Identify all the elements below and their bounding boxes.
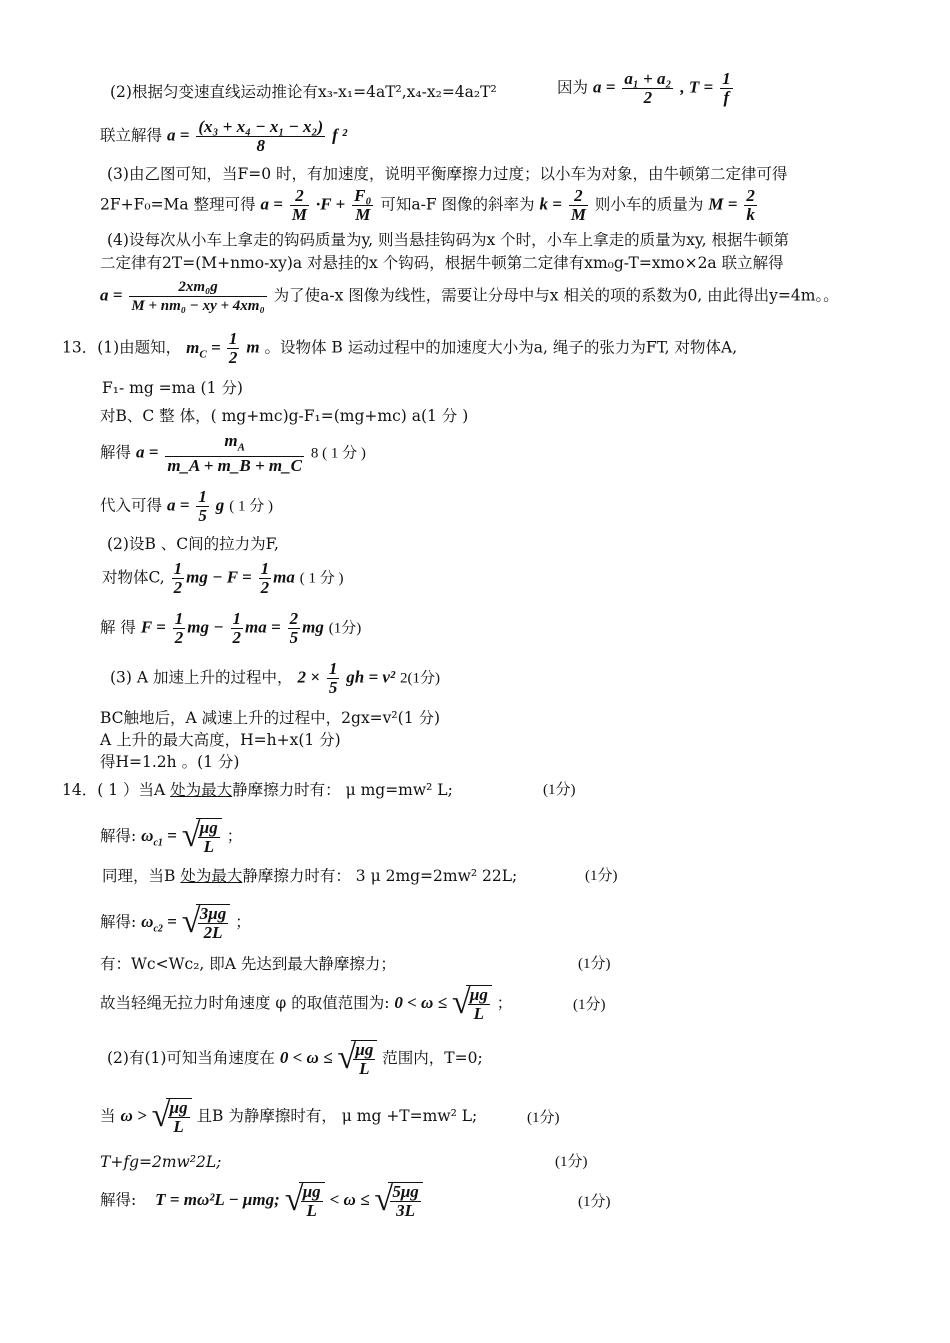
q14-line2-points: (1分) — [585, 868, 618, 884]
fraction: $\frac{1}{5}$ — [328, 659, 338, 697]
q14-line4: 故当轻绳无拉力时角速度 φ 的取值范围为: 0 < ω ≤ √ $\frac{\mu g}{L}$ ； — [100, 984, 513, 1023]
fraction: $\frac{2}{M}$ — [570, 186, 586, 224]
sqrt: √ $\frac{3\mu g}{2L}$ — [182, 904, 230, 942]
fraction: $\frac{m_A}{m\_A + m\_B + m\_C}$ — [167, 431, 302, 476]
q12-part2-result: 联立解得 a = $\frac{\text{(x₃ + x₄ − x₁ − x₂)}}{8}$ f ² — [100, 117, 348, 155]
q13-line3: 对B、C 整 体，( mg+mc)g-F₁=(mg+mc) a(1 分 ) — [100, 407, 469, 425]
fraction: $\frac{\text{2xm₀g}}{\text{M + nm₀ − xy + 4xm₀}}$ — [131, 279, 265, 314]
fraction: $\frac{2}{k}$ — [746, 186, 755, 224]
q14-part2-solve: 解得: T = mω²L − μmg; √ $\frac{\mu g}{L}$ < ω ≤ √ $\frac{5\mu g}{3L}$ — [100, 1182, 423, 1220]
q12-part2-text: (2)根据匀变速直线运动推论有x₃-x₁=4aT²,x₄-x₂=4a₂T² — [110, 83, 497, 101]
q12-part3-line1: (3)由乙图可知，当F=0 时，有加速度，说明平衡摩擦力过度；以小车为对象，由牛顿第二定律可得 — [107, 165, 788, 183]
sqrt: √ $\frac{\mu g}{L}$ — [182, 818, 222, 856]
because-label: 因为 — [557, 78, 589, 97]
q13-line1: 13．(1)由题知， $m_C$ = $\frac{1}{2}$ m 。设物体 B 运动过程中的加速度大小为a, 绳子的张力为FT, 对物体A, — [62, 329, 738, 367]
q12-part3-line2: 2F+F₀=Ma 整理可得 a = $\frac{2}{M}$ ·F + $\frac{\text{F₀}}{M}$ 可知a-F 图像的斜率为 k = $\frac{2}{M}$ 则小车的质量为 M = $\frac{2}{k}$ — [100, 186, 755, 224]
q13-substitute: 代入可得 a = $\frac{1}{5}$ g ( 1 分 ) — [100, 487, 273, 525]
q13-part3-line4: 得H=1.2h 。(1 分) — [100, 753, 240, 771]
q14-line4-points: (1分) — [573, 997, 606, 1013]
q14-part2-line3-points: (1分) — [555, 1154, 588, 1170]
q14-line1-points: (1分) — [543, 782, 576, 798]
q13-part3-line2: BC触地后，A 减速上升的过程中，2gx=v²(1 分) — [100, 709, 441, 727]
q14-part2-line3: T+fg=2mw²2L; — [100, 1153, 222, 1171]
q12-part2-formula: 因为 a = $\frac{\text{a₁ + a₂}}{2}$ , T = $\frac{1}{f}$ — [557, 69, 731, 107]
fraction: $\frac{1}{5}$ — [198, 487, 207, 525]
q13-solve: 解得 a = $\frac{m_A}{m\_A + m\_B + m\_C}$ 8 ( 1 分 ) — [100, 431, 366, 476]
q14-line3: 有：Wc<Wc₂, 即A 先达到最大静摩擦力； — [100, 955, 396, 973]
fraction: $\frac{1}{2}$ — [228, 329, 238, 367]
fraction: $\frac{\text{(x₃ + x₄ − x₁ − x₂)}}{8}$ — [198, 117, 324, 155]
q13-part3-line3: A 上升的最大高度，H=h+x(1 分) — [100, 731, 341, 749]
question-number: 13．(1)由题知， — [62, 338, 182, 357]
q14-part2-solve-points: (1分) — [578, 1194, 611, 1210]
q13-part2-line1: (2)设B 、C间的拉力为F, — [107, 535, 279, 553]
fraction: $\frac{\text{a₁ + a₂}}{2}$ — [624, 69, 672, 107]
q13-part3-line1: (3) A 加速上升的过程中， 2 × $\frac{1}{5}$ gh = v² 2(1分) — [110, 659, 440, 697]
q14-part2-line2-points: (1分) — [527, 1110, 560, 1126]
q14-line2: 同理，当B 处为最大静摩擦力时有： 3 μ 2mg=2mw² 22L; — [102, 867, 518, 885]
q14-solve1: 解得: $\omega_{c1}$ = √ $\frac{\mu g}{L}$ ； — [100, 817, 243, 856]
q12-part4-line1: (4)设每次从小车上拿走的钩码质量为y, 则当悬挂钩码为x 个时，小车上拿走的质量为xy, 根据牛顿第 — [107, 231, 789, 249]
q13-part2-line2: 对物体C, $\frac{1}{2}$ mg − F = $\frac{1}{2}$ ma ( 1 分 ) — [102, 559, 344, 597]
q14-line1: 14．( 1 ）当A 处为最大静摩擦力时有： μ mg=mw² L; — [62, 781, 453, 799]
q14-part2-line2: 当 ω > √ $\frac{\mu g}{L}$ 且B 为静摩擦时有， μ mg +T=mw² L; — [100, 1097, 478, 1136]
q12-part4-line2: 二定律有2T=(M+nmo-xy)a 对悬挂的x 个钩码，根据牛顿第二定律有xm₀g-T=xmo×2a 联立解得 — [100, 254, 784, 272]
q14-part2-line1: (2)有(1)可知当角速度在 0 < ω ≤ √ $\frac{\mu g}{L}$ 范围内，T=0; — [107, 1039, 483, 1078]
q12-part4-line3: a = $\frac{\text{2xm₀g}}{\text{M + nm₀ − xy + 4xm₀}}$ 为了使a-x 图像为线性，需要让分母中与x 相关的项的系数为0, 由此得出y=4m。。 — [100, 279, 839, 314]
sqrt: √ $\frac{\mu g}{L}$ — [452, 985, 492, 1023]
q14-line3-points: (1分) — [578, 956, 611, 972]
q13-line2: F₁- mg =ma (1 分) — [102, 379, 243, 397]
q13-part2-solve: 解 得 F = $\frac{1}{2}$ mg − $\frac{1}{2}$ ma = $\frac{2}{5}$ mg (1分) — [100, 609, 362, 647]
fraction: $\frac{1}{f}$ — [722, 69, 731, 107]
q14-solve2: 解得: $\omega_{c2}$ = √ $\frac{3\mu g}{2L}$ ； — [100, 903, 251, 942]
fraction: $\frac{\text{F₀}}{M}$ — [354, 186, 372, 224]
fraction: $\frac{2}{M}$ — [291, 186, 308, 224]
